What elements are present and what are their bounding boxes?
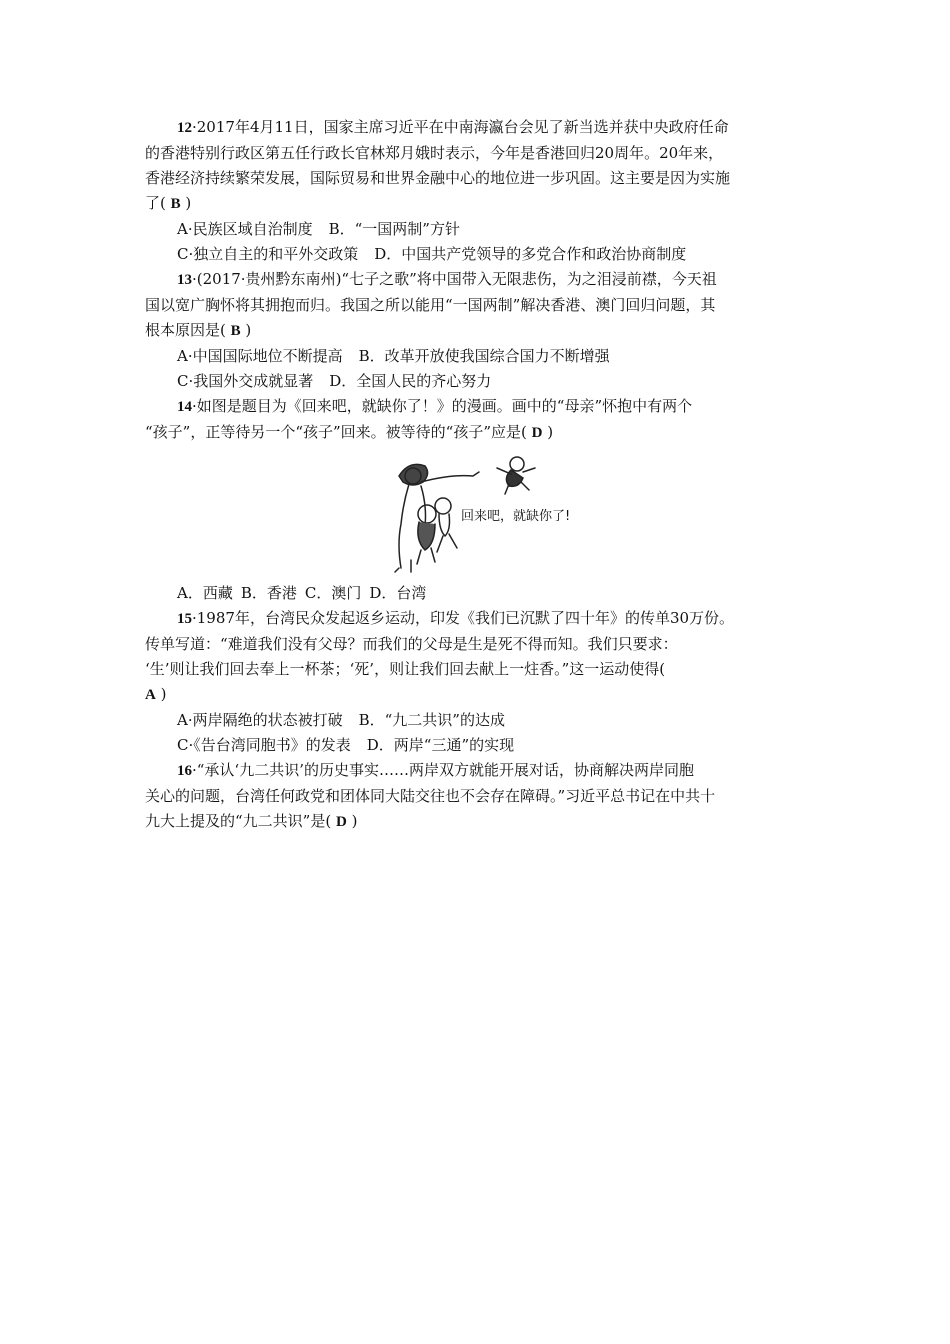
question-text: 的香港特别行政区第五任行政长官林郑月娥时表示，今年是香港回归20周年。20年来， — [145, 144, 724, 162]
option-b: B．“九二共识”的达成 — [358, 711, 505, 729]
child-2-head — [435, 498, 451, 514]
question-text: ‘生’则让我们回去奉上一杯茶；‘死’，则让我们回去献上一炷香。”这一运动使得( — [145, 660, 666, 678]
question-number: 12 — [177, 120, 192, 136]
answer: B — [170, 196, 181, 212]
question-text: 了( — [145, 194, 171, 212]
answer: D — [531, 425, 543, 441]
child-1-legs — [417, 548, 435, 564]
child-2-legs — [437, 534, 457, 552]
mother-arm — [421, 472, 479, 482]
option-a: A·两岸隔绝的状态被打破 — [177, 711, 343, 729]
cartoon-figure — [385, 450, 585, 575]
question-13: 13·(2017·贵州黔东南州)“七子之歌”将中国带入无限悲伤，为之泪浸前襟，今天祖 国以宽广胸怀将其拥抱而归。我国之所以能用“一国两制”解决香港、澳门回归问题，其 根本原因是( B ) A·中国国际地位不断提高 B．改革开放使我国综合国力不断增强 C·我国外交成就显著 D．全国人民的齐心努力 — [145, 267, 813, 394]
question-text: 传单写道：“难道我们没有父母？而我们的父母是生是死不得而知。我们只要求： — [145, 635, 678, 653]
child-2-body — [439, 514, 450, 536]
child-1-body — [418, 522, 435, 550]
option-c: C·我国外交成就显著 — [177, 372, 314, 390]
option-c: C·独立自主的和平外交政策 — [177, 245, 359, 263]
question-14: 14·如图是题目为《回来吧，就缺你了！》的漫画。画中的“母亲”怀抱中有两个 “孩子”，正等待另一个“孩子”回来。被等待的“孩子”应是( D ) 回来吧，就缺你了! A．西藏 B．香港 C．澳门 D．台湾 — [145, 394, 813, 606]
question-text: ·2017年4月11日，国家主席习近平在中南海瀛台会见了新当选并获中央政府任命 — [192, 118, 729, 136]
option-c: C．澳门 — [304, 584, 362, 602]
option-row — [145, 242, 813, 267]
option-row — [145, 369, 813, 394]
question-text: 九大上提及的“九二共识”是( — [145, 812, 336, 830]
flying-child-head — [510, 457, 524, 471]
question-number: 13 — [177, 272, 192, 288]
question-12: 12·2017年4月11日，国家主席习近平在中南海瀛台会见了新当选并获中央政府任命 的香港特别行政区第五任行政长官林郑月娥时表示，今年是香港回归20周年。20年来， 香港经济持续繁荣发展，国际贸易和世界金融中心的地位进一步巩固。这主要是因为实施 了( B ) A·民族区域自治制度 B．“一国两制”方针 C·独立自主的和平外交政策 D．中国共产党领导的多党合作和政治协商制度 — [145, 115, 813, 267]
question-text: ·1987年，台湾民众发起返乡运动，印发《我们已沉默了四十年》的传单30万份。 — [192, 609, 735, 627]
option-d: D．台湾 — [369, 584, 427, 602]
option-b: B．改革开放使我国综合国力不断增强 — [358, 347, 610, 365]
option-row — [145, 581, 813, 606]
question-text: 根本原因是( — [145, 321, 231, 339]
question-15: 15·1987年，台湾民众发起返乡运动，印发《我们已沉默了四十年》的传单30万份。 传单写道：“难道我们没有父母？而我们的父母是生是死不得而知。我们只要求： ‘生’则让我们回去奉上一杯茶；‘死’，则让我们回去献上一炷香。”这一运动使得( A ) A·两岸隔绝的状态被打破 B．“九二共识”的达成 C·《告台湾同胞书》的发表 D．两岸“三通”的实现 — [145, 606, 813, 758]
option-d: D．全国人民的齐心努力 — [329, 372, 492, 390]
question-number: 14 — [177, 399, 192, 415]
child-1-head — [418, 505, 436, 523]
option-row — [145, 217, 813, 242]
option-c: C·《告台湾同胞书》的发表 — [177, 736, 351, 754]
question-text: 香港经济持续繁荣发展，国际贸易和世界金融中心的地位进一步巩固。这主要是因为实施 — [145, 169, 731, 187]
option-a: A·中国国际地位不断提高 — [177, 347, 343, 365]
option-b: B．“一国两制”方针 — [328, 220, 460, 238]
question-text: ·如图是题目为《回来吧，就缺你了！》的漫画。画中的“母亲”怀抱中有两个 — [192, 397, 693, 415]
answer: D — [335, 814, 347, 830]
mother-legs — [395, 560, 411, 572]
cartoon-caption: 回来吧，就缺你了! — [461, 509, 571, 524]
option-d: D．两岸“三通”的实现 — [366, 736, 515, 754]
question-text: “孩子”，正等待另一个“孩子”回来。被等待的“孩子”应是( — [145, 423, 532, 441]
option-row — [145, 733, 813, 758]
question-number: 15 — [177, 611, 192, 627]
option-a: A·民族区域自治制度 — [177, 220, 313, 238]
question-16: 16·“承认‘九二共识’的历史事实……两岸双方就能开展对话，协商解决两岸同胞 关心的问题，台湾任何政党和团体同大陆交往也不会存在障碍。”习近平总书记在中共十 九大上提及的“九二共识”是( D ) — [145, 758, 813, 835]
question-text: 关心的问题，台湾任何政党和团体同大陆交往也不会存在障碍。”习近平总书记在中共十 — [145, 787, 716, 805]
option-b: B．香港 — [240, 584, 297, 602]
option-a: A．西藏 — [177, 584, 233, 602]
question-list — [145, 115, 813, 835]
option-d: D．中国共产党领导的多党合作和政治协商制度 — [374, 245, 687, 263]
question-number: 16 — [177, 763, 192, 779]
mother-body — [399, 484, 409, 568]
question-text: 国以宽广胸怀将其拥抱而归。我国之所以能用“一国两制”解决香港、澳门回归问题，其 — [145, 296, 716, 314]
option-row — [145, 708, 813, 733]
answer: B — [230, 323, 241, 339]
question-text: ·“承认‘九二共识’的历史事实……两岸双方就能开展对话，协商解决两岸同胞 — [192, 761, 694, 779]
answer: A — [145, 687, 156, 703]
question-text: ·(2017·贵州黔东南州)“七子之歌”将中国带入无限悲伤，为之泪浸前襟，今天祖 — [192, 270, 717, 288]
option-row — [145, 344, 813, 369]
